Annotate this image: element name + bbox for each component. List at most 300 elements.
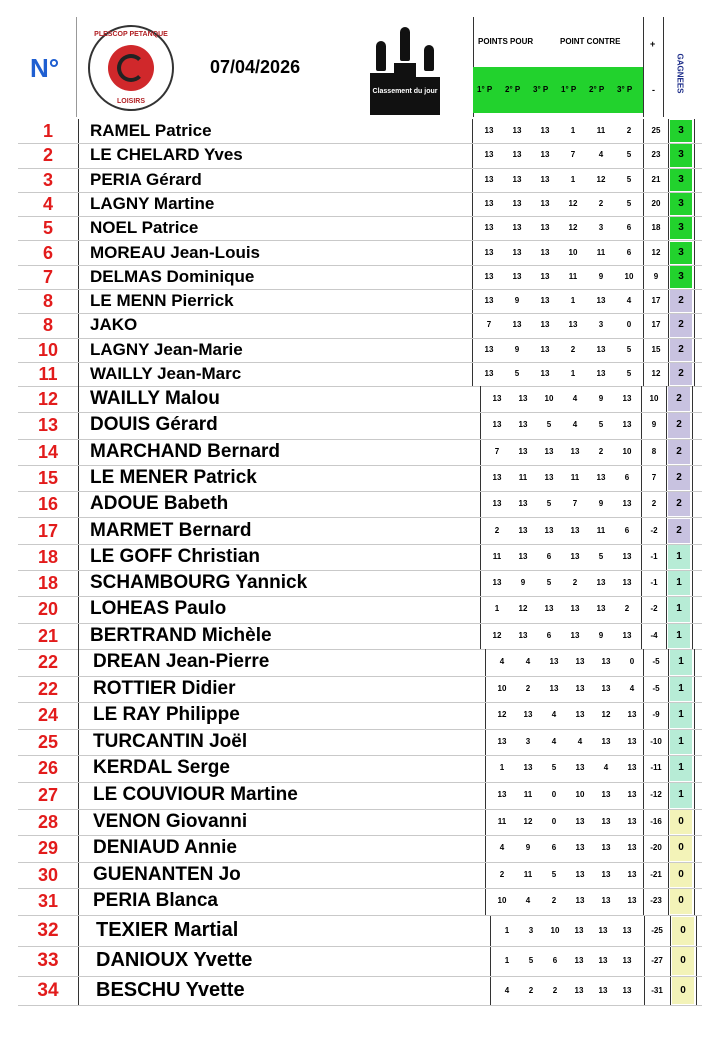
rank: 18 bbox=[37, 546, 59, 567]
score-contre: 13 bbox=[570, 604, 580, 614]
rank: 7 bbox=[42, 266, 53, 287]
score-contre: 5 bbox=[626, 198, 632, 208]
player-name: LE COUVIOUR Martine bbox=[93, 784, 298, 805]
triskelion-icon bbox=[117, 54, 145, 82]
score-contre: 13 bbox=[570, 630, 580, 640]
score-contre: 3 bbox=[598, 223, 604, 233]
score-contre: 10 bbox=[624, 271, 634, 281]
score-contre: 12 bbox=[568, 198, 578, 208]
table-row bbox=[18, 596, 702, 623]
rank: 14 bbox=[37, 441, 59, 462]
score-contre: 1 bbox=[570, 296, 576, 306]
table-row bbox=[18, 241, 702, 266]
score-pour: 13 bbox=[484, 150, 494, 160]
player-name: BESCHU Yvette bbox=[96, 978, 245, 1001]
score-contre: 13 bbox=[596, 344, 606, 354]
score-pour: 5 bbox=[546, 578, 552, 588]
rank: 29 bbox=[37, 838, 59, 859]
table-row bbox=[18, 192, 702, 217]
score-contre: 13 bbox=[574, 955, 584, 965]
table-row bbox=[18, 755, 702, 783]
score-contre: 13 bbox=[596, 578, 606, 588]
point-difference: -2 bbox=[650, 604, 658, 614]
score-contre: 13 bbox=[575, 657, 585, 666]
score-pour: 13 bbox=[544, 472, 554, 482]
score-contre: 5 bbox=[598, 551, 604, 561]
score-contre: 13 bbox=[601, 869, 611, 879]
score-pour: 13 bbox=[518, 499, 528, 509]
score-pour: 13 bbox=[540, 247, 550, 257]
player-name: LE RAY Philippe bbox=[93, 704, 240, 726]
score-pour: 13 bbox=[518, 630, 528, 640]
score-contre: 13 bbox=[627, 843, 637, 853]
score-pour: 2 bbox=[551, 896, 557, 906]
table-row bbox=[18, 338, 702, 363]
score-contre: 4 bbox=[572, 394, 578, 403]
gagnees-label: GAGNEES bbox=[675, 53, 685, 94]
rank: 6 bbox=[42, 242, 53, 263]
score-contre: 4 bbox=[577, 736, 583, 746]
score-pour: 10 bbox=[497, 683, 507, 693]
score-pour: 13 bbox=[484, 344, 494, 354]
score-pour: 13 bbox=[540, 126, 550, 135]
score-contre: 9 bbox=[598, 499, 604, 509]
point-difference: 17 bbox=[651, 296, 661, 306]
table-row bbox=[18, 518, 702, 545]
point-difference: -21 bbox=[650, 869, 662, 879]
point-contre-label: POINT CONTRE bbox=[560, 37, 621, 46]
point-difference: 15 bbox=[651, 344, 661, 354]
score-contre: 6 bbox=[626, 247, 632, 257]
games-won: 2 bbox=[668, 519, 690, 543]
rank: 4 bbox=[42, 193, 53, 214]
point-difference: 7 bbox=[651, 472, 657, 482]
table-row bbox=[18, 168, 702, 193]
score-contre: 11 bbox=[596, 126, 606, 135]
player-name: DELMAS Dominique bbox=[90, 266, 255, 286]
score-pour: 13 bbox=[484, 223, 494, 233]
rank: 22 bbox=[37, 678, 59, 699]
score-contre: 13 bbox=[622, 578, 632, 588]
table-row bbox=[18, 623, 702, 650]
games-won: 0 bbox=[672, 917, 694, 945]
table-row bbox=[18, 888, 702, 916]
player-name: PERIA Blanca bbox=[93, 890, 218, 912]
player-name: ROTTIER Didier bbox=[93, 677, 236, 699]
minus-label: - bbox=[652, 85, 655, 95]
table-row bbox=[18, 729, 702, 757]
games-won: 2 bbox=[670, 339, 692, 361]
point-difference: -23 bbox=[650, 896, 662, 906]
score-pour: 5 bbox=[546, 420, 552, 430]
point-difference: -10 bbox=[650, 736, 662, 746]
score-pour: 0 bbox=[551, 790, 557, 799]
score-contre: 5 bbox=[626, 369, 632, 378]
score-pour: 13 bbox=[484, 198, 494, 208]
rank: 32 bbox=[37, 920, 59, 941]
player-name: JAKO bbox=[90, 315, 138, 335]
score-contre: 13 bbox=[622, 499, 632, 509]
point-difference: 9 bbox=[651, 420, 657, 430]
player-name: TURCANTIN Joël bbox=[93, 730, 248, 752]
table-row bbox=[18, 862, 702, 890]
games-won: 3 bbox=[670, 266, 692, 288]
score-pour: 13 bbox=[492, 472, 502, 482]
podium-caption: Classement du jour bbox=[372, 88, 438, 95]
player-name: MARCHAND Bernard bbox=[90, 440, 281, 462]
rank: 8 bbox=[42, 315, 53, 336]
player-name: LE CHELARD Yves bbox=[90, 145, 243, 165]
table-row bbox=[18, 916, 702, 947]
rank: 17 bbox=[37, 520, 59, 541]
score-contre: 13 bbox=[601, 790, 611, 799]
score-contre: 13 bbox=[598, 985, 608, 995]
point-difference: 20 bbox=[651, 198, 661, 208]
player-name: DANIOUX Yvette bbox=[96, 948, 253, 971]
score-pour: 13 bbox=[540, 174, 550, 184]
games-won: 0 bbox=[670, 863, 692, 888]
player-name: SCHAMBOURG Yannick bbox=[90, 572, 308, 594]
score-pour: 13 bbox=[512, 247, 522, 257]
rank: 16 bbox=[37, 494, 59, 515]
date: 07/04/2026 bbox=[210, 57, 301, 77]
score-pour: 2 bbox=[499, 869, 505, 879]
score-contre: 13 bbox=[596, 604, 606, 614]
games-won: 2 bbox=[670, 290, 692, 312]
score-pour: 5 bbox=[551, 763, 557, 773]
plus-label: + bbox=[650, 39, 656, 49]
podium-winner-figure bbox=[400, 27, 410, 61]
games-won: 3 bbox=[670, 242, 692, 264]
player-name: LE MENER Patrick bbox=[90, 466, 257, 488]
score-pour: 13 bbox=[484, 296, 494, 306]
score-pour: 3 bbox=[525, 736, 531, 746]
score-contre: 13 bbox=[574, 926, 584, 935]
point-difference: -1 bbox=[650, 551, 658, 561]
games-won: 0 bbox=[670, 836, 692, 861]
logo-top-text: PLESCOP PETANQUE bbox=[94, 31, 168, 38]
score-contre: 4 bbox=[626, 296, 632, 306]
point-difference: 18 bbox=[651, 223, 661, 233]
score-pour: 12 bbox=[518, 604, 528, 614]
games-won: 1 bbox=[668, 545, 690, 569]
logo-bottom-text: LOISIRS bbox=[116, 98, 145, 105]
player-name: KERDAL Serge bbox=[93, 757, 230, 779]
rank: 10 bbox=[37, 339, 59, 360]
gagnees-header bbox=[668, 39, 692, 109]
score-pour: 4 bbox=[525, 896, 531, 906]
rank: 8 bbox=[42, 291, 53, 312]
point-difference: 2 bbox=[651, 499, 657, 509]
score-contre: 13 bbox=[627, 869, 637, 879]
score-contre: 4 bbox=[572, 420, 578, 430]
table-row bbox=[18, 119, 702, 144]
score-pour: 11 bbox=[523, 790, 533, 799]
score-pour: 13 bbox=[540, 369, 550, 378]
point-difference: 21 bbox=[651, 174, 661, 184]
sub-pour-1: 1° P bbox=[477, 85, 493, 94]
score-contre: 5 bbox=[626, 150, 632, 160]
score-pour: 13 bbox=[484, 126, 494, 135]
sub-pour-2: 2° P bbox=[505, 85, 521, 94]
score-contre: 4 bbox=[598, 150, 604, 160]
point-difference: -4 bbox=[650, 630, 658, 640]
rank: 33 bbox=[37, 949, 59, 971]
player-name: BERTRAND Michèle bbox=[90, 624, 272, 646]
player-name: NOEL Patrice bbox=[90, 218, 199, 238]
player-name: DOUIS Gérard bbox=[90, 414, 218, 436]
score-contre: 10 bbox=[622, 446, 632, 456]
point-difference: -27 bbox=[651, 955, 663, 965]
score-pour: 13 bbox=[484, 369, 494, 378]
score-contre: 4 bbox=[603, 763, 609, 773]
points-pour-label: POINTS POUR bbox=[478, 37, 534, 46]
score-pour: 13 bbox=[512, 126, 522, 135]
point-difference: -25 bbox=[651, 926, 663, 935]
score-pour: 13 bbox=[492, 499, 502, 509]
score-contre: 10 bbox=[568, 247, 578, 257]
score-contre: 2 bbox=[626, 126, 632, 135]
score-contre: 11 bbox=[568, 271, 578, 281]
games-won: 2 bbox=[668, 466, 690, 490]
score-pour: 6 bbox=[546, 630, 552, 640]
score-contre: 7 bbox=[572, 499, 578, 509]
score-contre: 13 bbox=[575, 816, 585, 826]
score-contre: 13 bbox=[596, 472, 606, 482]
score-contre: 6 bbox=[626, 223, 632, 233]
score-contre: 9 bbox=[598, 630, 604, 640]
score-contre: 11 bbox=[570, 472, 580, 482]
header-divider bbox=[76, 17, 77, 117]
club-logo bbox=[88, 25, 174, 111]
point-difference: 10 bbox=[649, 394, 659, 403]
games-won: 3 bbox=[670, 120, 692, 142]
score-pour: 5 bbox=[528, 955, 534, 965]
score-pour: 13 bbox=[497, 736, 507, 746]
podium-second-figure bbox=[376, 41, 386, 71]
point-difference: -1 bbox=[650, 578, 658, 588]
rank: 26 bbox=[37, 758, 59, 779]
point-difference: 9 bbox=[653, 271, 659, 281]
score-contre: 13 bbox=[622, 394, 632, 403]
score-pour: 13 bbox=[484, 247, 494, 257]
table-row bbox=[18, 362, 702, 387]
score-pour: 1 bbox=[504, 955, 510, 965]
score-contre: 2 bbox=[598, 198, 604, 208]
score-pour: 11 bbox=[518, 472, 528, 482]
table-row bbox=[18, 544, 702, 571]
score-pour: 6 bbox=[552, 955, 558, 965]
table-row bbox=[18, 649, 702, 677]
player-name: TEXIER Martial bbox=[96, 919, 239, 941]
score-contre: 13 bbox=[601, 683, 611, 693]
score-pour: 13 bbox=[523, 763, 533, 773]
player-name: GUENANTEN Jo bbox=[93, 863, 241, 885]
score-pour: 5 bbox=[551, 869, 557, 879]
score-pour: 12 bbox=[492, 630, 502, 640]
score-contre: 2 bbox=[572, 578, 578, 588]
score-pour: 4 bbox=[551, 710, 557, 720]
point-difference: -9 bbox=[652, 710, 660, 720]
score-pour: 11 bbox=[497, 816, 507, 826]
podium-icon bbox=[370, 27, 440, 115]
rank: 27 bbox=[37, 785, 59, 805]
score-pour: 13 bbox=[518, 394, 528, 403]
games-won: 1 bbox=[668, 624, 690, 648]
rank: 2 bbox=[42, 145, 53, 166]
score-pour: 13 bbox=[512, 174, 522, 184]
score-contre: 13 bbox=[622, 955, 632, 965]
player-name: LAGNY Jean-Marie bbox=[90, 339, 243, 359]
score-pour: 13 bbox=[540, 296, 550, 306]
header bbox=[18, 17, 698, 117]
score-contre: 1 bbox=[570, 126, 576, 135]
score-pour: 13 bbox=[540, 344, 550, 354]
score-pour: 13 bbox=[492, 394, 502, 403]
score-pour: 13 bbox=[540, 223, 550, 233]
score-pour: 13 bbox=[512, 320, 522, 330]
player-name: PERIA Gérard bbox=[90, 169, 202, 189]
score-contre: 9 bbox=[598, 394, 604, 403]
rank: 30 bbox=[37, 864, 59, 885]
rank: 13 bbox=[37, 415, 59, 436]
score-contre: 13 bbox=[601, 816, 611, 826]
score-pour: 13 bbox=[549, 657, 559, 666]
score-contre: 9 bbox=[598, 271, 604, 281]
games-won: 0 bbox=[670, 810, 692, 835]
score-contre: 13 bbox=[622, 985, 632, 995]
score-contre: 13 bbox=[601, 843, 611, 853]
rank: 20 bbox=[37, 599, 59, 620]
games-won: 1 bbox=[670, 677, 692, 702]
score-contre: 12 bbox=[596, 174, 606, 184]
podium-third-figure bbox=[424, 45, 434, 71]
games-won: 1 bbox=[670, 756, 692, 781]
table-row bbox=[18, 702, 702, 730]
sub-contre-3: 3° P bbox=[617, 85, 633, 94]
score-pour: 9 bbox=[525, 843, 531, 853]
table-row bbox=[18, 289, 702, 314]
score-pour: 4 bbox=[499, 657, 505, 666]
score-contre: 11 bbox=[596, 247, 606, 257]
table-row bbox=[18, 782, 702, 810]
score-pour: 13 bbox=[518, 551, 528, 561]
score-pour: 4 bbox=[551, 736, 557, 746]
score-contre: 2 bbox=[598, 446, 604, 456]
score-contre: 13 bbox=[598, 926, 608, 935]
table-row bbox=[18, 265, 702, 290]
games-won: 2 bbox=[668, 492, 690, 516]
score-pour: 13 bbox=[512, 150, 522, 160]
score-pour: 10 bbox=[544, 394, 554, 403]
score-contre: 13 bbox=[622, 420, 632, 430]
score-pour: 13 bbox=[544, 604, 554, 614]
score-pour: 5 bbox=[514, 369, 520, 378]
point-difference: -2 bbox=[650, 525, 658, 535]
score-contre: 12 bbox=[601, 710, 611, 720]
score-pour: 2 bbox=[494, 525, 500, 535]
games-won: 3 bbox=[670, 144, 692, 166]
score-pour: 7 bbox=[486, 320, 492, 330]
score-pour: 13 bbox=[484, 174, 494, 184]
point-difference: 23 bbox=[651, 150, 661, 160]
games-won: 2 bbox=[668, 440, 690, 464]
table-row bbox=[18, 216, 702, 241]
player-name: LE MENN Pierrick bbox=[90, 291, 234, 311]
score-pour: 13 bbox=[540, 271, 550, 281]
table-row bbox=[18, 439, 702, 466]
score-contre: 13 bbox=[622, 551, 632, 561]
score-contre: 13 bbox=[570, 525, 580, 535]
score-pour: 2 bbox=[528, 985, 534, 995]
table-row bbox=[18, 491, 702, 518]
score-contre: 13 bbox=[627, 896, 637, 906]
score-pour: 4 bbox=[504, 985, 510, 995]
point-difference: -20 bbox=[650, 843, 662, 853]
score-pour: 5 bbox=[546, 499, 552, 509]
player-name: LE GOFF Christian bbox=[90, 545, 260, 567]
score-pour: 2 bbox=[525, 683, 531, 693]
score-contre: 0 bbox=[629, 657, 635, 666]
score-contre: 13 bbox=[575, 843, 585, 853]
rank: 11 bbox=[38, 364, 58, 384]
score-pour: 11 bbox=[523, 869, 533, 879]
table-row bbox=[18, 465, 702, 492]
score-pour: 9 bbox=[514, 296, 520, 306]
score-pour: 13 bbox=[549, 683, 559, 693]
games-won: 1 bbox=[670, 730, 692, 755]
score-contre: 13 bbox=[570, 446, 580, 456]
rank: 21 bbox=[37, 625, 59, 646]
score-pour: 13 bbox=[544, 446, 554, 456]
rank: 24 bbox=[37, 705, 59, 726]
score-pour: 12 bbox=[497, 710, 507, 720]
score-contre: 13 bbox=[601, 657, 611, 666]
rank: 25 bbox=[37, 731, 59, 752]
player-name: ADOUE Babeth bbox=[90, 493, 229, 515]
score-contre: 5 bbox=[626, 344, 632, 354]
score-pour: 9 bbox=[520, 578, 526, 588]
games-won: 1 bbox=[670, 783, 692, 808]
point-difference: -5 bbox=[652, 657, 660, 666]
games-won: 0 bbox=[672, 947, 694, 975]
point-difference: 12 bbox=[651, 369, 661, 378]
score-contre: 13 bbox=[601, 736, 611, 746]
player-name: LAGNY Martine bbox=[90, 193, 215, 213]
sub-contre-2: 2° P bbox=[589, 85, 605, 94]
score-pour: 13 bbox=[492, 578, 502, 588]
games-won: 1 bbox=[668, 571, 690, 595]
player-name: MOREAU Jean-Louis bbox=[90, 242, 261, 262]
score-contre: 7 bbox=[570, 150, 576, 160]
player-name: WAILLY Jean-Marc bbox=[90, 364, 242, 383]
score-contre: 11 bbox=[596, 525, 606, 535]
rank: 31 bbox=[37, 891, 59, 912]
score-pour: 13 bbox=[540, 198, 550, 208]
score-pour: 13 bbox=[518, 420, 528, 430]
score-contre: 13 bbox=[596, 296, 606, 306]
player-name: MARMET Bernard bbox=[90, 519, 252, 541]
score-pour: 13 bbox=[492, 420, 502, 430]
header-divider bbox=[643, 17, 644, 117]
score-contre: 13 bbox=[575, 683, 585, 693]
score-pour: 13 bbox=[523, 710, 533, 720]
games-won: 2 bbox=[670, 314, 692, 336]
rank: 1 bbox=[42, 121, 53, 141]
point-difference: 8 bbox=[651, 446, 657, 456]
player-name: VENON Giovanni bbox=[93, 810, 248, 832]
table-row bbox=[18, 412, 702, 439]
